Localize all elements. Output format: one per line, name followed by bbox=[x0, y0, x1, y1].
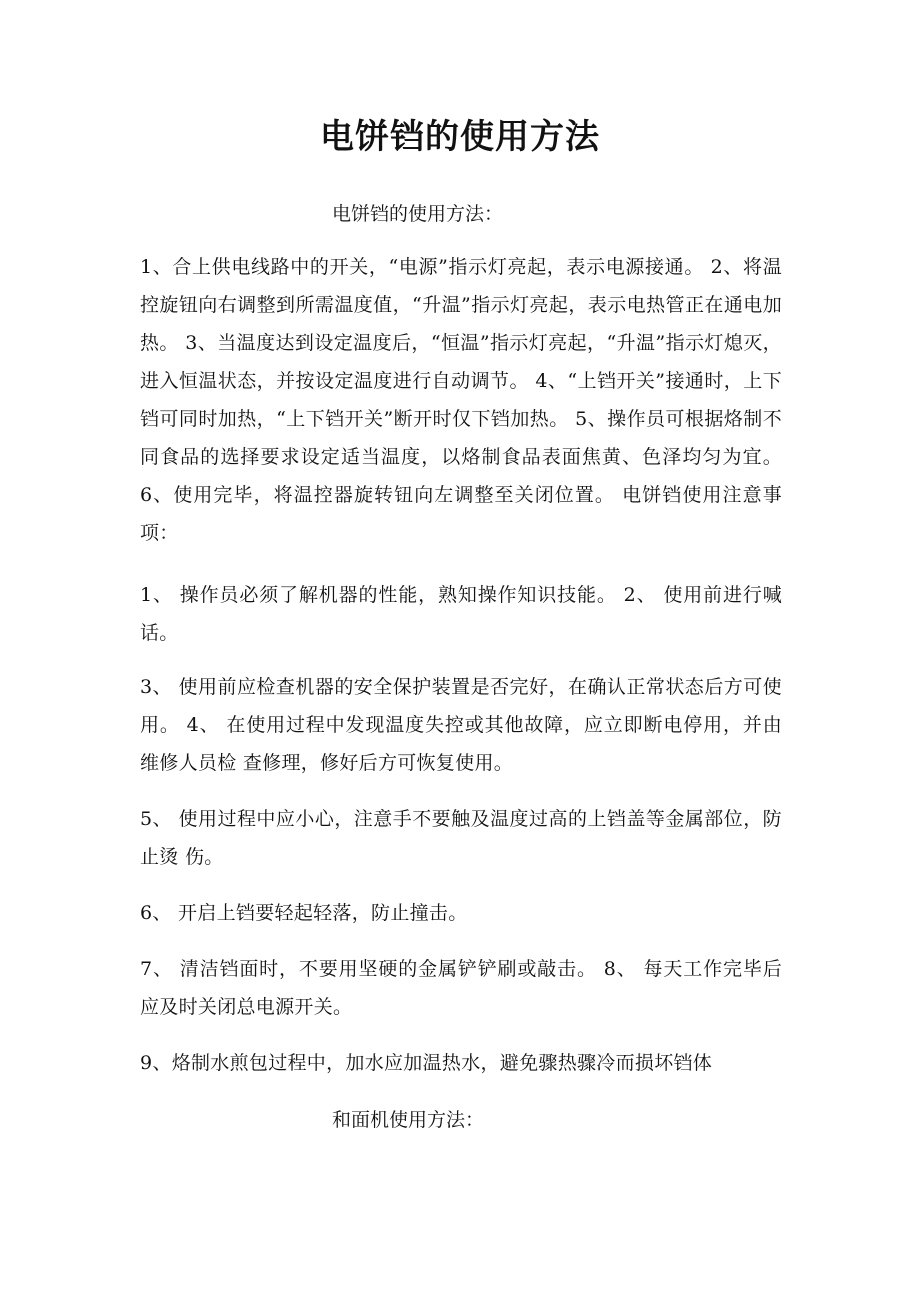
mixer-heading: 和面机使用方法： bbox=[332, 1109, 485, 1131]
precaution-paragraph-5: 7、 清洁铛面时，不要用坚硬的金属铲铲刷或敲击。 8、 每天工作完毕后应及时关闭总电源开关。 bbox=[140, 958, 782, 1018]
page-title: 电饼铛的使用方法 bbox=[320, 117, 600, 157]
usage-steps-paragraph: 1、合上供电线路中的开关，“电源”指示灯亮起，表示电源接通。 2、将温控旋钮向右调整到所需温度值，“升温”指示灯亮起，表示电热管正在通电加热。 3、当温度达到设定温度后，“恒温”指示灯亮起，“升温”指示灯熄灭，进入恒温状态，并按设定温度进行自动调节。 4、“上铛开关”接通时，上下铛可同时加热，“上下铛开关”断开时仅下铛加热。 5、操作员可根据烙制不同食品的选择要求设定适当温度，以烙制食品表面焦黄、色泽均匀为宜。 6、使用完毕，将温控器旋转钮向左调整至关闭位置。 电饼铛使用注意事项： bbox=[140, 256, 782, 544]
precaution-paragraph-3: 5、 使用过程中应小心，注意手不要触及温度过高的上铛盖等金属部位，防止烫 伤。 bbox=[140, 808, 782, 868]
precaution-paragraph-4: 6、 开启上铛要轻起轻落，防止撞击。 bbox=[140, 902, 468, 924]
precaution-paragraph-1: 1、 操作员必须了解机器的性能，熟知操作知识技能。 2、 使用前进行喊话。 bbox=[140, 584, 782, 644]
usage-heading: 电饼铛的使用方法： bbox=[332, 203, 504, 225]
precaution-paragraph-2: 3、 使用前应检查机器的安全保护装置是否完好，在确认正常状态后方可使用。 4、 在使用过程中发现温度失控或其他故障，应立即断电停用，并由维修人员检 查修理，修好后方可恢复使用。 bbox=[140, 676, 782, 774]
precaution-paragraph-6: 9、烙制水煎包过程中，加水应加温热水，避免骤热骤冷而损坏铛体 bbox=[140, 1052, 713, 1074]
